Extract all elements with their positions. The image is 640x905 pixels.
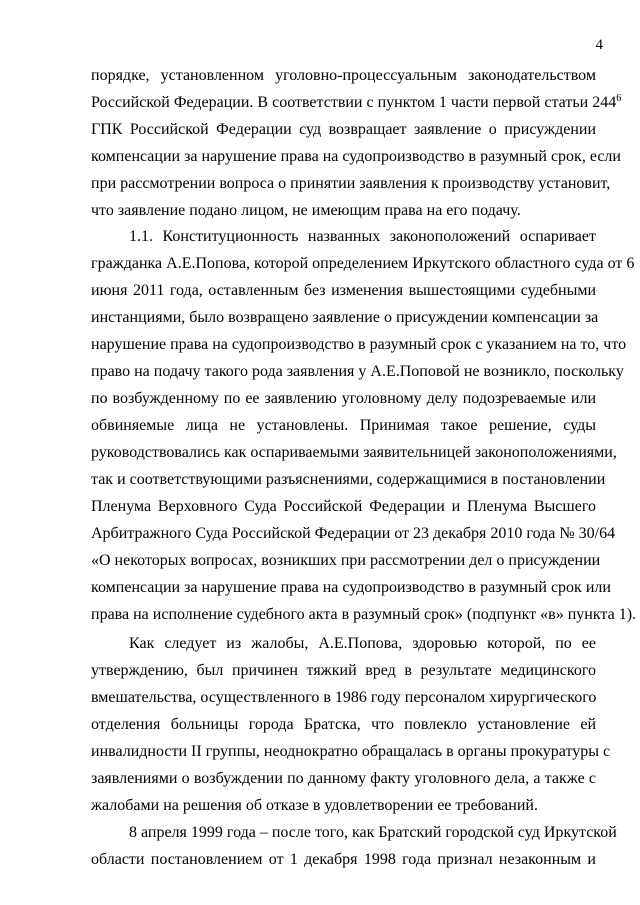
text-line: гражданка А.Е.Попова, которой определением Иркутского областного суда от 6 bbox=[91, 255, 635, 272]
paragraph-first-line: 1.1. Конституционность названных законоположений оспаривает bbox=[129, 228, 596, 245]
text-line: право на подачу такого рода заявления у А.Е.Поповой не возникло, поскольку bbox=[91, 363, 624, 380]
text-line: июня 2011 года, оставленным без изменения вышестоящими судебными bbox=[91, 282, 596, 299]
text-line: области постановлением от 1 декабря 1998 года признал незаконным и bbox=[91, 851, 596, 868]
page-number: 4 bbox=[595, 37, 603, 53]
text-line: утверждению, был причинен тяжкий вред в результате медицинского bbox=[91, 662, 596, 679]
text-line: по возбужденному по ее заявлению уголовному делу подозреваемые или bbox=[91, 390, 596, 407]
text-line: обвиняемые лица не установлены. Принимая такое решение, суды bbox=[91, 417, 596, 434]
text-line: что заявление подано лицом, не имеющим права на его подачу. bbox=[91, 202, 521, 219]
text-line: инстанциями, было возвращено заявление о присуждении компенсации за bbox=[91, 309, 599, 326]
text-line: компенсации за нарушение права на судопроизводство в разумный срок, если bbox=[91, 148, 621, 165]
text-line bbox=[91, 93, 622, 113]
paragraph-first-line: 8 апреля 1999 года – после того, как Братский городской суд Иркутской bbox=[129, 824, 617, 841]
text-line: отделения больницы города Братска, что повлекло установление ей bbox=[91, 716, 596, 733]
text-line: Арбитражного Суда Российской Федерации от 23 декабря 2010 года № 30/64 bbox=[91, 525, 616, 542]
text-line: ГПК Российской Федерации суд возвращает заявление о присуждении bbox=[91, 121, 596, 138]
text-line: компенсации за нарушение права на судопроизводство в разумный срок или bbox=[91, 579, 611, 596]
text-line: при рассмотрении вопроса о принятии заявления к производству установит, bbox=[91, 175, 611, 192]
text-line: нарушение права на судопроизводство в разумный срок с указанием на то, что bbox=[91, 336, 627, 353]
text-line: жалобами на решения об отказе в удовлетворении ее требований. bbox=[91, 797, 538, 814]
text-line: права на исполнение судебного акта в разумный срок» (подпункт «в» пункта 1). bbox=[91, 606, 637, 623]
text-line-content: Российской Федерации. В соответствии с пунктом 1 части первой статьи 244 bbox=[91, 94, 617, 111]
text-line: заявлениями о возбуждении по данному факту уголовного дела, а также с bbox=[91, 770, 596, 787]
text-line: Пленума Верховного Суда Российской Федерации и Пленума Высшего bbox=[91, 498, 596, 515]
text-line: так и соответствующими разъяснениями, содержащимися в постановлении bbox=[91, 471, 606, 488]
paragraph-first-line: Как следует из жалобы, А.Е.Попова, здоровью которой, по ее bbox=[129, 635, 596, 652]
text-line: инвалидности II группы, неоднократно обращалась в органы прокуратуры с bbox=[91, 743, 611, 760]
text-line: вмешательства, осуществленного в 1986 году персоналом хирургического bbox=[91, 689, 597, 706]
text-line: «О некоторых вопросах, возникших при рассмотрении дел о присуждении bbox=[91, 552, 601, 569]
text-line: руководствовались как оспариваемыми заявительницей законоположениями, bbox=[91, 444, 617, 461]
footnote-superscript: 6 bbox=[616, 93, 622, 104]
text-line: порядке, установленном уголовно-процессуальным законодательством bbox=[91, 67, 596, 84]
